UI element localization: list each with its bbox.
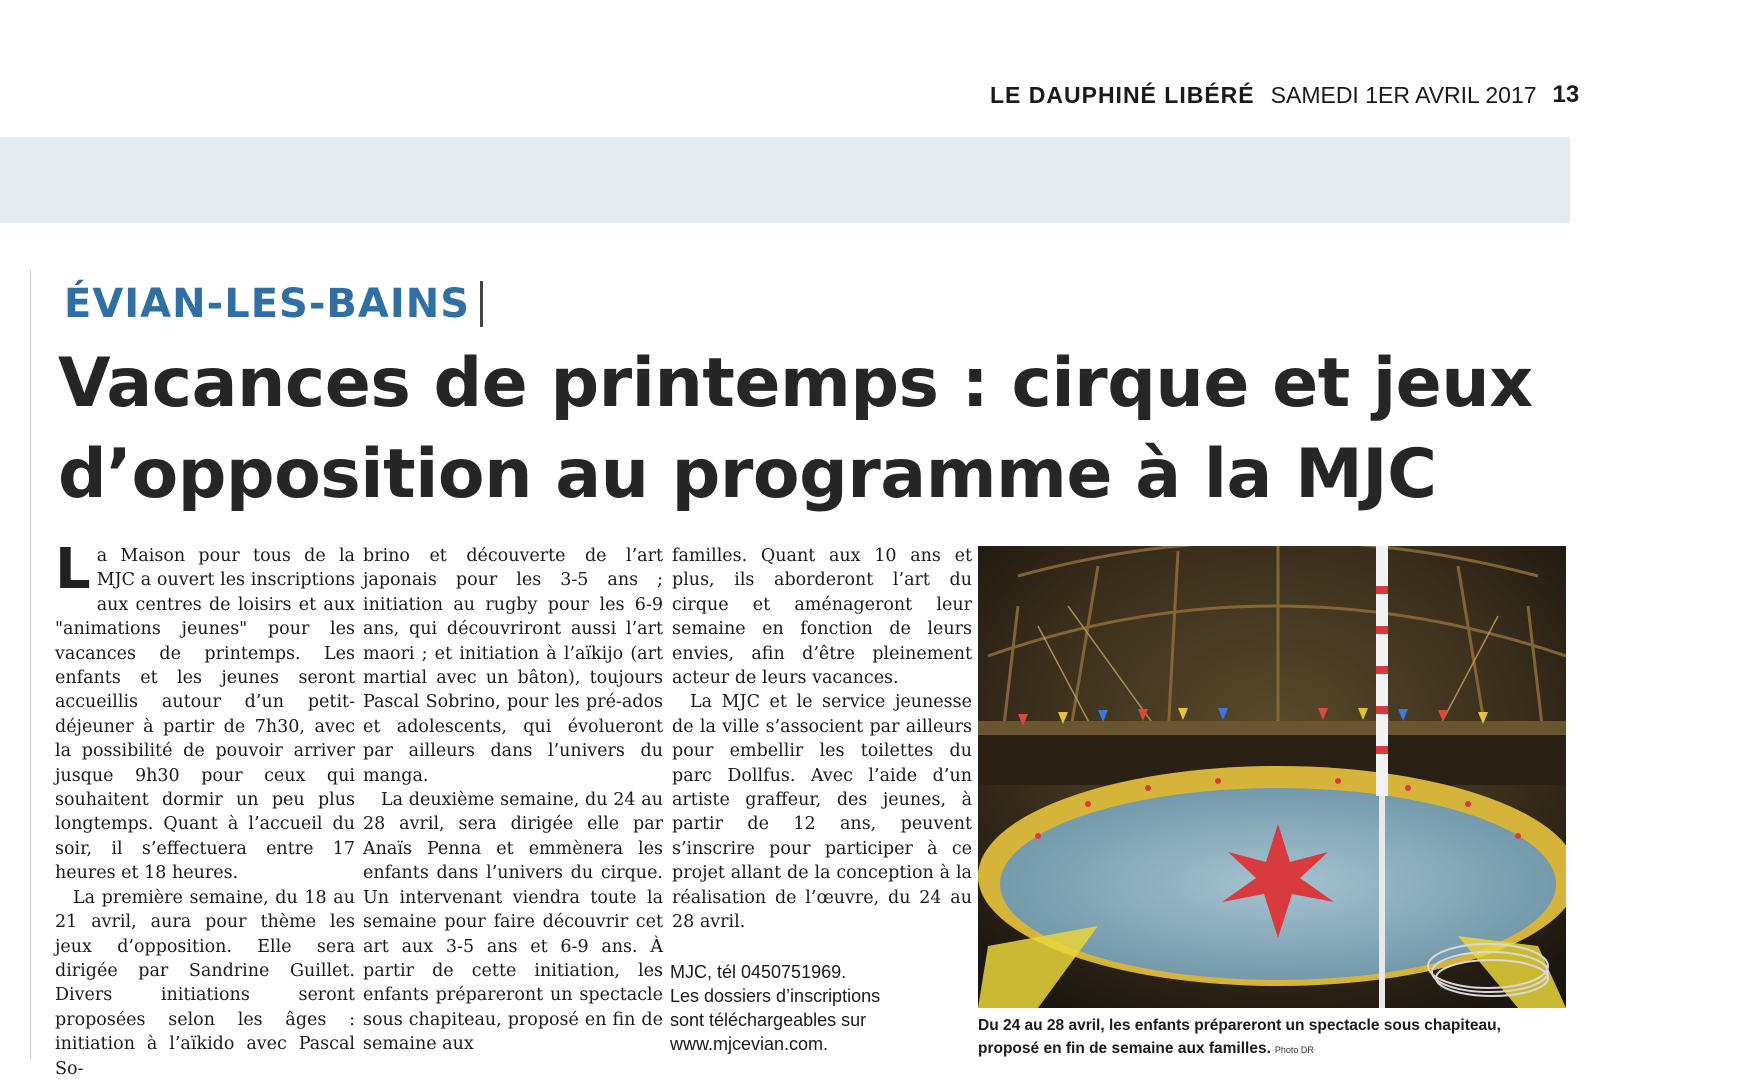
page-number: 13 xyxy=(1552,81,1580,108)
photo-caption xyxy=(978,1014,1578,1062)
paragraph: brino et découverte de l’art japonais pour les 3-5 ans ; initiation au rugby pour les 6-9 ans, qui découvriront aussi l’art maori ; et initiation à l’aïkijo (art martial avec un bâton), toujours Pascal Sobrino, pour les pré-ados et adolescents, qui évolueront par ailleurs dans l’univers du manga. xyxy=(363,546,663,786)
section-title: ÉVIAN-LES-BAINS xyxy=(64,281,471,327)
paragraph: La MJC et le service jeunesse de la ville s’associent par ailleurs pour embellir les toilettes du parc Dollfus. Avec l’aide d’un artiste graffeur, des jeunes, à partir de 12 ans, peuvent s’inscrire pour participer à ce projet allant de la conception à la réalisation de l’œuvre, du 24 au 28 avril. xyxy=(672,692,972,933)
article-column-2 xyxy=(363,544,663,1057)
caption-line xyxy=(978,1037,1578,1062)
newspaper-name: LE DAUPHINÉ LIBÉRÉ xyxy=(990,81,1255,108)
contact-info xyxy=(670,960,970,1056)
paragraph xyxy=(55,537,355,886)
headline xyxy=(58,338,1533,520)
paragraph-text: a Maison pour tous de la MJC a ouvert les inscriptions aux centres de loisirs et aux "animations jeunes" pour les vacances de printemps. Les enfants et les jeunes seront accueillis autour d’un petit-déjeuner à partir de 7h30, avec la possibilité de pouvoir arriver jusque 9h30 pour ceux qui souhaitent dormir un peu plus longtemps. Quant à l’accueil du soir, il s’effectuera entre 17 heures et 18 heures. xyxy=(55,546,355,884)
tent-wall-band xyxy=(978,721,1566,735)
contact-line: Les dossiers d’inscriptions xyxy=(670,986,881,1006)
column-rule xyxy=(30,270,31,1060)
circus-tent-photo xyxy=(978,546,1566,1008)
paragraph: familles. Quant aux 10 ans et plus, ils aborderont l’art du cirque et aménageront leur semaine en fonction de leurs envies, afin d’être pleinement acteur de leurs vacances. xyxy=(672,546,972,689)
caption-line: Du 24 au 28 avril, les enfants prépareront un spectacle sous chapiteau, xyxy=(978,1017,1501,1034)
contact-website: www.mjcevian.com. xyxy=(670,1034,829,1054)
section-divider xyxy=(480,281,483,327)
photo-illustration xyxy=(978,546,1566,1008)
paragraph: La deuxième semaine, du 24 au 28 avril, sera dirigée elle par Anaïs Penna et emmènera les enfants dans l’univers du cirque. Un intervenant viendra toute la semaine pour faire découvrir cet art aux 3-5 ans et 6-9 ans. À partir de cette initiation, les enfants prépareront un spectacle sous chapiteau, proposé en fin de semaine aux xyxy=(363,790,663,1055)
issue-date: SAMEDI 1ER AVRIL 2017 xyxy=(1270,81,1537,108)
article-column-3 xyxy=(672,544,972,935)
headline-line-1: Vacances de printemps : cirque et jeux xyxy=(58,344,1533,423)
article-column-1 xyxy=(55,537,355,1081)
photo-credit: Photo DR xyxy=(1274,1045,1314,1055)
header-band xyxy=(0,137,1570,223)
section-label xyxy=(64,276,483,332)
paragraph: La première semaine, du 18 au 21 avril, aura pour thème les jeux d’opposition. Elle sera dirigée par Sandrine Guillet. Divers initiations seront proposées selon les âges : initiation à l’aïkido avec Pascal So- xyxy=(55,887,355,1079)
caption-text: proposé en fin de semaine aux familles. xyxy=(978,1040,1271,1057)
drop-cap: L xyxy=(55,537,91,602)
headline-line-2: d’opposition au programme à la MJC xyxy=(58,435,1437,514)
page-header xyxy=(990,78,1580,112)
contact-line: sont téléchargeables sur xyxy=(670,1010,867,1030)
contact-phone: MJC, tél 0450751969. xyxy=(670,962,847,982)
